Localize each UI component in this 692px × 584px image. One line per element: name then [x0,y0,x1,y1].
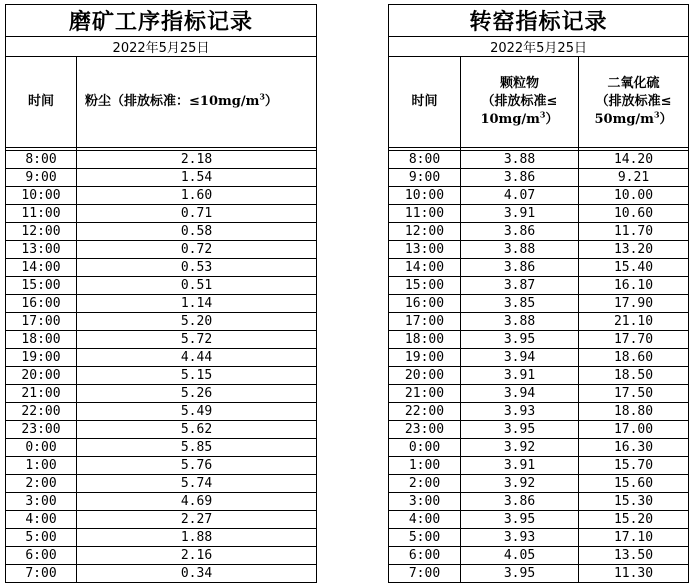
kiln-pm-cell: 3.91 [461,367,579,385]
table-row [389,259,689,277]
kiln-time-cell: 19:00 [389,349,461,367]
table-row [6,331,317,349]
grinding-dust-cell: 5.62 [77,421,317,439]
grinding-title: 磨矿工序指标记录 [6,5,317,37]
grinding-time-cell: 7:00 [6,565,77,583]
kiln-pm-cell: 3.88 [461,241,579,259]
grinding-dust-cell: 5.49 [77,403,317,421]
kiln-so2-cell: 18.50 [579,367,689,385]
kiln-pm-cell: 3.95 [461,565,579,583]
table-row [6,439,317,457]
table-row [389,313,689,331]
kiln-pm-cell: 4.05 [461,547,579,565]
table-row [6,259,317,277]
table-row [6,313,317,331]
table-row [389,565,689,583]
table-row [389,457,689,475]
kiln-time-cell: 12:00 [389,223,461,241]
grinding-dust-cell: 1.60 [77,187,317,205]
grinding-dust-cell: 5.76 [77,457,317,475]
table-row [389,349,689,367]
grinding-time-cell: 23:00 [6,421,77,439]
kiln-time-header: 时间 [389,57,461,148]
grinding-dust-cell: 0.72 [77,241,317,259]
table-row [6,475,317,493]
grinding-dust-cell: 1.14 [77,295,317,313]
table-row [389,295,689,313]
kiln-so2-header: 二氧化硫 （排放标准≤ $50mg/m^3$） [579,57,689,148]
table-row [389,421,689,439]
grinding-time-cell: 17:00 [6,313,77,331]
table-row [389,187,689,205]
kiln-pm-cell: 3.93 [461,529,579,547]
kiln-pm-cell: 3.88 [461,151,579,169]
table-row [389,241,689,259]
grinding-time-cell: 21:00 [6,385,77,403]
grinding-time-cell: 16:00 [6,295,77,313]
kiln-so2-cell: 15.40 [579,259,689,277]
table-row [6,421,317,439]
kiln-so2-cell: 11.30 [579,565,689,583]
grinding-time-cell: 12:00 [6,223,77,241]
grinding-dust-cell: 4.69 [77,493,317,511]
kiln-record-table [388,4,689,583]
grinding-time-cell: 6:00 [6,547,77,565]
kiln-pm-cell: 3.95 [461,331,579,349]
table-row [6,169,317,187]
kiln-pm-cell: 3.92 [461,439,579,457]
table-row [6,529,317,547]
grinding-time-cell: 14:00 [6,259,77,277]
kiln-time-cell: 15:00 [389,277,461,295]
kiln-pm-cell: 3.94 [461,349,579,367]
kiln-pm-cell: 3.86 [461,223,579,241]
kiln-time-cell: 13:00 [389,241,461,259]
kiln-pm-cell: 3.93 [461,403,579,421]
grinding-dust-cell: 5.74 [77,475,317,493]
kiln-time-cell: 14:00 [389,259,461,277]
kiln-so2-cell: 16.30 [579,439,689,457]
grinding-dust-header: 粉尘（排放标准：$\le 10mg/m^3$） [77,57,317,148]
kiln-so2-cell: 15.20 [579,511,689,529]
kiln-so2-cell: 21.10 [579,313,689,331]
kiln-so2-cell: 16.10 [579,277,689,295]
kiln-pm-cell: 3.91 [461,205,579,223]
table-row [389,151,689,169]
table-row [389,223,689,241]
grinding-time-cell: 9:00 [6,169,77,187]
kiln-time-cell: 0:00 [389,439,461,457]
kiln-time-cell: 20:00 [389,367,461,385]
grinding-time-cell: 18:00 [6,331,77,349]
table-row [6,403,317,421]
grinding-time-cell: 15:00 [6,277,77,295]
grinding-dust-cell: 5.20 [77,313,317,331]
grinding-time-cell: 4:00 [6,511,77,529]
kiln-pm-cell: 3.91 [461,457,579,475]
table-row [389,205,689,223]
kiln-time-cell: 18:00 [389,331,461,349]
kiln-pm-cell: 4.07 [461,187,579,205]
table-row [6,295,317,313]
grinding-date: 2022年5月25日 [6,37,317,57]
kiln-pm-cell: 3.88 [461,313,579,331]
grinding-dust-cell: 2.16 [77,547,317,565]
grinding-time-cell: 20:00 [6,367,77,385]
grinding-dust-cell: 5.72 [77,331,317,349]
kiln-time-cell: 21:00 [389,385,461,403]
kiln-time-cell: 17:00 [389,313,461,331]
kiln-so2-cell: 17.00 [579,421,689,439]
grinding-time-cell: 8:00 [6,151,77,169]
kiln-pm-header: 颗粒物 （排放标准≤ $10mg/m^3$） [461,57,579,148]
kiln-so2-cell: 18.80 [579,403,689,421]
table-row [6,241,317,259]
grinding-dust-cell: 1.88 [77,529,317,547]
kiln-time-cell: 7:00 [389,565,461,583]
kiln-so2-cell: 10.60 [579,205,689,223]
grinding-time-cell: 2:00 [6,475,77,493]
kiln-so2-cell: 13.50 [579,547,689,565]
kiln-pm-cell: 3.86 [461,169,579,187]
kiln-so2-cell: 15.60 [579,475,689,493]
kiln-pm-cell: 3.87 [461,277,579,295]
kiln-so2-cell: 14.20 [579,151,689,169]
grinding-dust-cell: 0.53 [77,259,317,277]
grinding-dust-cell: 5.85 [77,439,317,457]
table-row [6,547,317,565]
kiln-pm-cell: 3.95 [461,511,579,529]
table-row [389,367,689,385]
table-row [6,187,317,205]
grinding-dust-cell: 5.15 [77,367,317,385]
kiln-pm-cell: 3.94 [461,385,579,403]
grinding-time-cell: 0:00 [6,439,77,457]
table-row [389,475,689,493]
table-row [6,457,317,475]
table-row [389,529,689,547]
kiln-so2-cell: 10.00 [579,187,689,205]
kiln-so2-cell: 15.70 [579,457,689,475]
kiln-rows [389,151,689,583]
table-row [389,385,689,403]
table-row [6,349,317,367]
grinding-time-cell: 13:00 [6,241,77,259]
table-row [6,151,317,169]
grinding-dust-cell: 4.44 [77,349,317,367]
grinding-dust-cell: 0.58 [77,223,317,241]
kiln-so2-cell: 9.21 [579,169,689,187]
kiln-time-cell: 16:00 [389,295,461,313]
grinding-time-cell: 19:00 [6,349,77,367]
table-row [389,277,689,295]
kiln-so2-cell: 17.50 [579,385,689,403]
table-row [389,493,689,511]
kiln-time-cell: 22:00 [389,403,461,421]
kiln-so2-cell: 18.60 [579,349,689,367]
grinding-dust-cell: 5.26 [77,385,317,403]
kiln-so2-cell: 15.30 [579,493,689,511]
kiln-time-cell: 1:00 [389,457,461,475]
table-row [389,169,689,187]
table-row [389,331,689,349]
kiln-pm-cell: 3.85 [461,295,579,313]
table-row [6,493,317,511]
table-row [6,565,317,583]
table-row [389,511,689,529]
kiln-date: 2022年5月25日 [389,37,689,57]
kiln-time-cell: 2:00 [389,475,461,493]
grinding-time-cell: 1:00 [6,457,77,475]
kiln-time-cell: 9:00 [389,169,461,187]
kiln-time-cell: 6:00 [389,547,461,565]
kiln-time-cell: 5:00 [389,529,461,547]
kiln-pm-cell: 3.86 [461,259,579,277]
grinding-dust-cell: 0.34 [77,565,317,583]
kiln-so2-cell: 17.70 [579,331,689,349]
kiln-pm-cell: 3.86 [461,493,579,511]
grinding-time-cell: 11:00 [6,205,77,223]
kiln-pm-cell: 3.95 [461,421,579,439]
kiln-so2-cell: 13.20 [579,241,689,259]
kiln-title: 转窑指标记录 [389,5,689,37]
kiln-pm-cell: 3.92 [461,475,579,493]
kiln-so2-cell: 17.90 [579,295,689,313]
kiln-time-cell: 8:00 [389,151,461,169]
table-row [389,547,689,565]
table-row [6,511,317,529]
grinding-time-cell: 3:00 [6,493,77,511]
kiln-time-cell: 11:00 [389,205,461,223]
grinding-time-cell: 10:00 [6,187,77,205]
kiln-time-cell: 3:00 [389,493,461,511]
grinding-time-cell: 22:00 [6,403,77,421]
grinding-time-header: 时间 [6,57,77,148]
grinding-dust-cell: 0.51 [77,277,317,295]
table-row [6,223,317,241]
kiln-so2-cell: 11.70 [579,223,689,241]
grinding-time-cell: 5:00 [6,529,77,547]
kiln-time-cell: 23:00 [389,421,461,439]
table-row [6,385,317,403]
grinding-dust-cell: 0.71 [77,205,317,223]
table-row [6,277,317,295]
table-row [389,403,689,421]
grinding-dust-cell: 1.54 [77,169,317,187]
kiln-so2-cell: 17.10 [579,529,689,547]
kiln-time-cell: 4:00 [389,511,461,529]
table-row [6,367,317,385]
grinding-dust-cell: 2.27 [77,511,317,529]
table-row [6,205,317,223]
grinding-dust-cell: 2.18 [77,151,317,169]
grinding-record-table [5,4,317,583]
grinding-rows [6,151,317,583]
kiln-time-cell: 10:00 [389,187,461,205]
table-row [389,439,689,457]
